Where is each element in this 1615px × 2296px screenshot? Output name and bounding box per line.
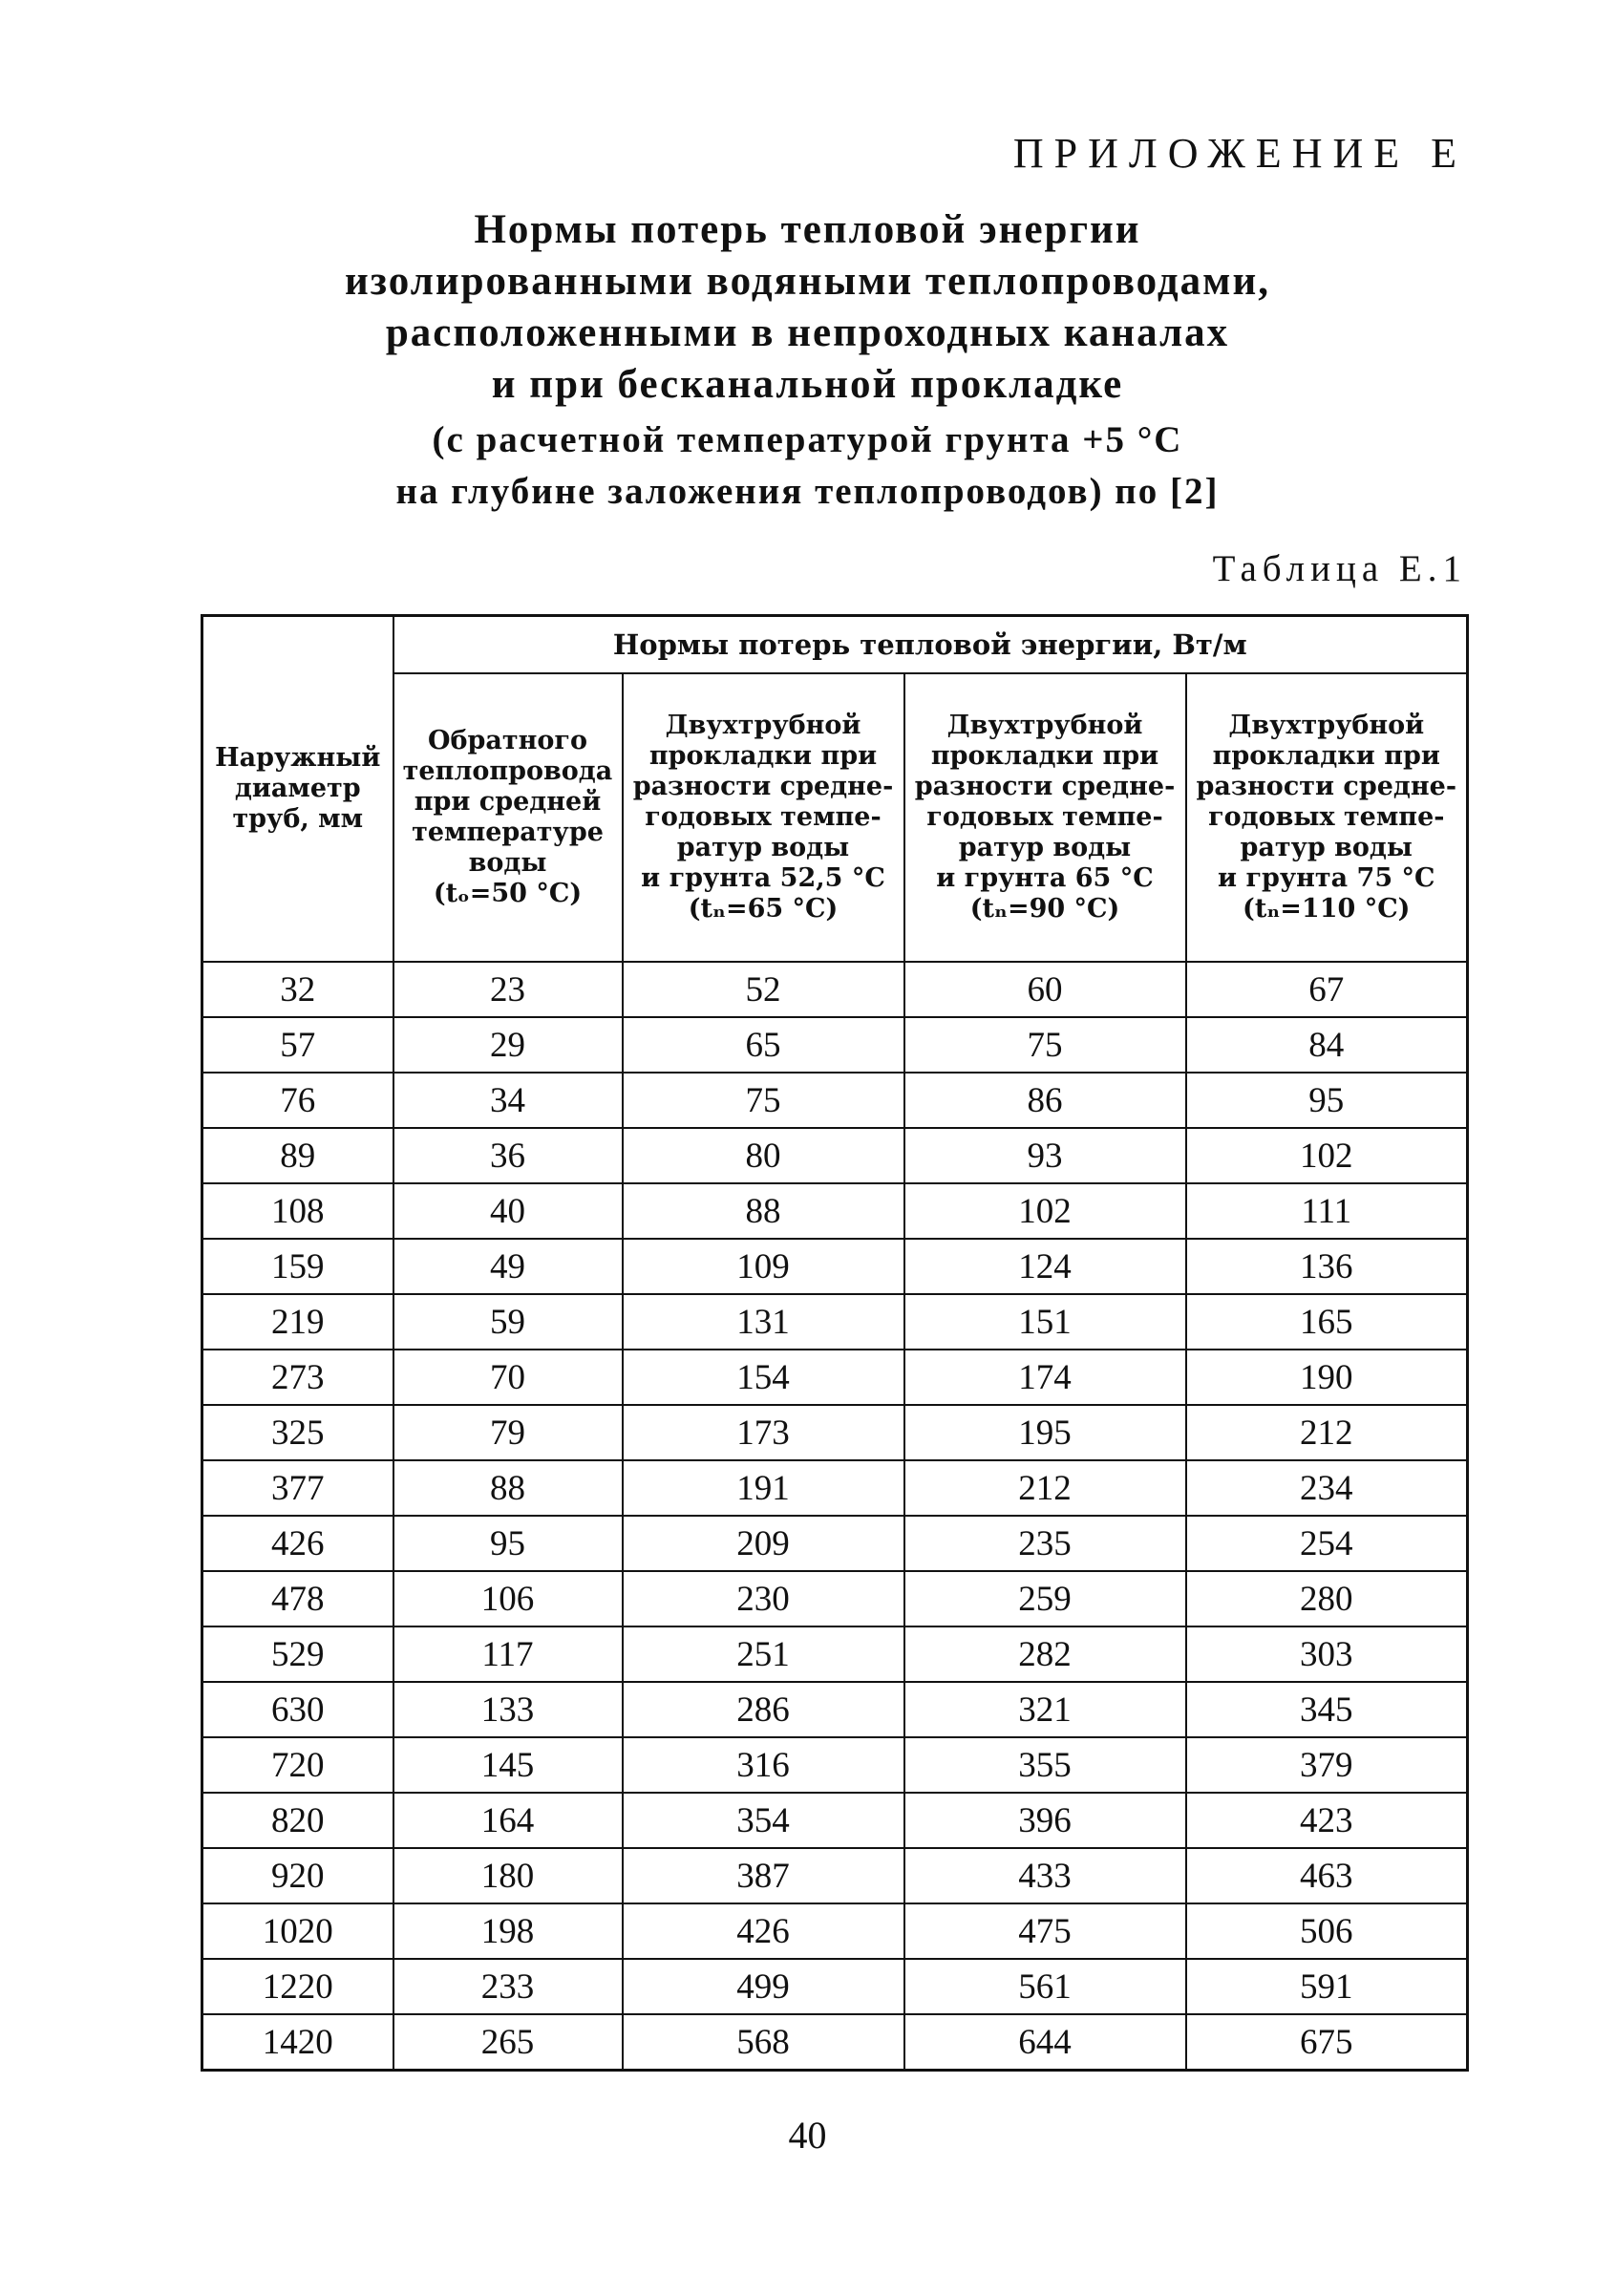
cell-two-pipe-52-5: 499 — [623, 1959, 904, 2014]
cell-outer-diameter: 325 — [202, 1405, 393, 1460]
cell-return-pipe: 88 — [393, 1460, 623, 1516]
cell-outer-diameter: 1220 — [202, 1959, 393, 2014]
cell-return-pipe: 106 — [393, 1571, 623, 1626]
cell-return-pipe: 23 — [393, 962, 623, 1017]
cell-two-pipe-75: 190 — [1186, 1350, 1468, 1405]
cell-two-pipe-65: 75 — [904, 1017, 1186, 1073]
cell-two-pipe-52-5: 75 — [623, 1073, 904, 1128]
cell-two-pipe-65: 60 — [904, 962, 1186, 1017]
cell-two-pipe-75: 84 — [1186, 1017, 1468, 1073]
document-subtitle: (с расчетной температурой грунта +5 °С на глубине заложения теплопроводов) по [2] — [395, 419, 1220, 512]
cell-two-pipe-52-5: 65 — [623, 1017, 904, 1073]
cell-two-pipe-75: 280 — [1186, 1571, 1468, 1626]
cell-outer-diameter: 377 — [202, 1460, 393, 1516]
table-row — [202, 1793, 1468, 1848]
table-label: Таблица Е.1 — [1212, 548, 1467, 589]
cell-two-pipe-75: 254 — [1186, 1516, 1468, 1571]
cell-return-pipe: 233 — [393, 1959, 623, 2014]
cell-return-pipe: 36 — [393, 1128, 623, 1183]
cell-two-pipe-75: 234 — [1186, 1460, 1468, 1516]
cell-two-pipe-65: 355 — [904, 1737, 1186, 1793]
cell-two-pipe-75: 102 — [1186, 1128, 1468, 1183]
cell-two-pipe-75: 423 — [1186, 1793, 1468, 1848]
cell-two-pipe-52-5: 230 — [623, 1571, 904, 1626]
cell-outer-diameter: 57 — [202, 1017, 393, 1073]
cell-outer-diameter: 76 — [202, 1073, 393, 1128]
cell-two-pipe-75: 212 — [1186, 1405, 1468, 1460]
cell-two-pipe-75: 506 — [1186, 1903, 1468, 1959]
table-row — [202, 1017, 1468, 1073]
cell-two-pipe-65: 282 — [904, 1626, 1186, 1682]
cell-two-pipe-52-5: 131 — [623, 1294, 904, 1350]
heat-loss-norms-table — [201, 614, 1469, 2072]
table-row — [202, 1903, 1468, 1959]
table-row — [202, 1128, 1468, 1183]
cell-two-pipe-75: 591 — [1186, 1959, 1468, 2014]
cell-two-pipe-52-5: 568 — [623, 2014, 904, 2071]
cell-two-pipe-65: 174 — [904, 1350, 1186, 1405]
cell-outer-diameter: 630 — [202, 1682, 393, 1737]
cell-two-pipe-75: 303 — [1186, 1626, 1468, 1682]
cell-return-pipe: 29 — [393, 1017, 623, 1073]
cell-outer-diameter: 108 — [202, 1183, 393, 1239]
header-two-pipe-52-5: Двухтрубной прокладки при разности средне- годовых темпе- ратур воды и грунта 52,5 °С (tₙ=65 °С) — [623, 673, 904, 962]
table-row — [202, 962, 1468, 1017]
cell-outer-diameter: 219 — [202, 1294, 393, 1350]
table-row — [202, 1516, 1468, 1571]
cell-two-pipe-75: 675 — [1186, 2014, 1468, 2071]
cell-two-pipe-65: 151 — [904, 1294, 1186, 1350]
cell-outer-diameter: 89 — [202, 1128, 393, 1183]
table-row — [202, 1626, 1468, 1682]
cell-two-pipe-52-5: 426 — [623, 1903, 904, 1959]
header-two-pipe-65: Двухтрубной прокладки при разности средне- годовых темпе- ратур воды и грунта 65 °С (tₙ=90 °С) — [904, 673, 1186, 962]
cell-two-pipe-75: 67 — [1186, 962, 1468, 1017]
cell-two-pipe-52-5: 109 — [623, 1239, 904, 1294]
cell-return-pipe: 164 — [393, 1793, 623, 1848]
cell-two-pipe-65: 93 — [904, 1128, 1186, 1183]
header-row-group — [202, 616, 1468, 674]
header-outer-diameter: Наружный диаметр труб, мм — [202, 616, 393, 963]
table-row — [202, 2014, 1468, 2071]
cell-return-pipe: 49 — [393, 1239, 623, 1294]
cell-return-pipe: 198 — [393, 1903, 623, 1959]
cell-return-pipe: 79 — [393, 1405, 623, 1460]
cell-return-pipe: 133 — [393, 1682, 623, 1737]
cell-two-pipe-65: 259 — [904, 1571, 1186, 1626]
table-row — [202, 1682, 1468, 1737]
cell-two-pipe-52-5: 387 — [623, 1848, 904, 1903]
cell-outer-diameter: 32 — [202, 962, 393, 1017]
cell-two-pipe-65: 396 — [904, 1793, 1186, 1848]
table-row — [202, 1959, 1468, 2014]
cell-two-pipe-75: 111 — [1186, 1183, 1468, 1239]
cell-two-pipe-52-5: 354 — [623, 1793, 904, 1848]
header-heat-loss-norms: Нормы потерь тепловой энергии, Вт/м — [393, 616, 1468, 674]
document-title: Нормы потерь тепловой энергии изолированными водяными теплопроводами, расположенными в непроходных каналах и при бесканальной прокладке — [345, 207, 1270, 407]
cell-outer-diameter: 920 — [202, 1848, 393, 1903]
cell-two-pipe-65: 475 — [904, 1903, 1186, 1959]
cell-return-pipe: 40 — [393, 1183, 623, 1239]
table-row — [202, 1737, 1468, 1793]
table-row — [202, 1294, 1468, 1350]
cell-two-pipe-52-5: 173 — [623, 1405, 904, 1460]
cell-outer-diameter: 1420 — [202, 2014, 393, 2071]
table-row — [202, 1350, 1468, 1405]
cell-outer-diameter: 529 — [202, 1626, 393, 1682]
cell-two-pipe-65: 124 — [904, 1239, 1186, 1294]
cell-return-pipe: 95 — [393, 1516, 623, 1571]
table-row — [202, 1073, 1468, 1128]
cell-outer-diameter: 159 — [202, 1239, 393, 1294]
cell-two-pipe-65: 86 — [904, 1073, 1186, 1128]
cell-outer-diameter: 273 — [202, 1350, 393, 1405]
table-row — [202, 1239, 1468, 1294]
cell-two-pipe-65: 102 — [904, 1183, 1186, 1239]
cell-return-pipe: 145 — [393, 1737, 623, 1793]
cell-two-pipe-65: 321 — [904, 1682, 1186, 1737]
cell-two-pipe-65: 235 — [904, 1516, 1186, 1571]
cell-two-pipe-75: 379 — [1186, 1737, 1468, 1793]
cell-two-pipe-52-5: 316 — [623, 1737, 904, 1793]
table-row — [202, 1405, 1468, 1460]
cell-two-pipe-65: 212 — [904, 1460, 1186, 1516]
page-number: 40 — [788, 2114, 827, 2157]
cell-two-pipe-75: 345 — [1186, 1682, 1468, 1737]
cell-two-pipe-75: 165 — [1186, 1294, 1468, 1350]
cell-two-pipe-52-5: 191 — [623, 1460, 904, 1516]
cell-two-pipe-52-5: 251 — [623, 1626, 904, 1682]
cell-two-pipe-52-5: 80 — [623, 1128, 904, 1183]
table-row — [202, 1183, 1468, 1239]
cell-two-pipe-52-5: 286 — [623, 1682, 904, 1737]
cell-two-pipe-52-5: 209 — [623, 1516, 904, 1571]
cell-outer-diameter: 1020 — [202, 1903, 393, 1959]
cell-two-pipe-65: 644 — [904, 2014, 1186, 2071]
cell-return-pipe: 117 — [393, 1626, 623, 1682]
header-return-pipe: Обратного теплопровода при средней температуре воды (tₒ=50 °С) — [393, 673, 623, 962]
cell-outer-diameter: 720 — [202, 1737, 393, 1793]
cell-two-pipe-52-5: 88 — [623, 1183, 904, 1239]
cell-two-pipe-75: 463 — [1186, 1848, 1468, 1903]
table-row — [202, 1460, 1468, 1516]
cell-outer-diameter: 478 — [202, 1571, 393, 1626]
cell-return-pipe: 34 — [393, 1073, 623, 1128]
table-row — [202, 1571, 1468, 1626]
cell-two-pipe-75: 136 — [1186, 1239, 1468, 1294]
cell-outer-diameter: 426 — [202, 1516, 393, 1571]
cell-two-pipe-65: 195 — [904, 1405, 1186, 1460]
cell-return-pipe: 70 — [393, 1350, 623, 1405]
cell-two-pipe-52-5: 154 — [623, 1350, 904, 1405]
cell-return-pipe: 265 — [393, 2014, 623, 2071]
table-header — [202, 616, 1468, 963]
cell-two-pipe-75: 95 — [1186, 1073, 1468, 1128]
cell-two-pipe-65: 561 — [904, 1959, 1186, 2014]
cell-outer-diameter: 820 — [202, 1793, 393, 1848]
cell-return-pipe: 180 — [393, 1848, 623, 1903]
cell-two-pipe-52-5: 52 — [623, 962, 904, 1017]
appendix-heading: ПРИЛОЖЕНИЕ Е — [1012, 130, 1467, 177]
cell-return-pipe: 59 — [393, 1294, 623, 1350]
table-row — [202, 1848, 1468, 1903]
table-body — [202, 962, 1468, 2071]
header-two-pipe-75: Двухтрубной прокладки при разности средне- годовых темпе- ратур воды и грунта 75 °С (tₙ=110 °С) — [1186, 673, 1468, 962]
cell-two-pipe-65: 433 — [904, 1848, 1186, 1903]
